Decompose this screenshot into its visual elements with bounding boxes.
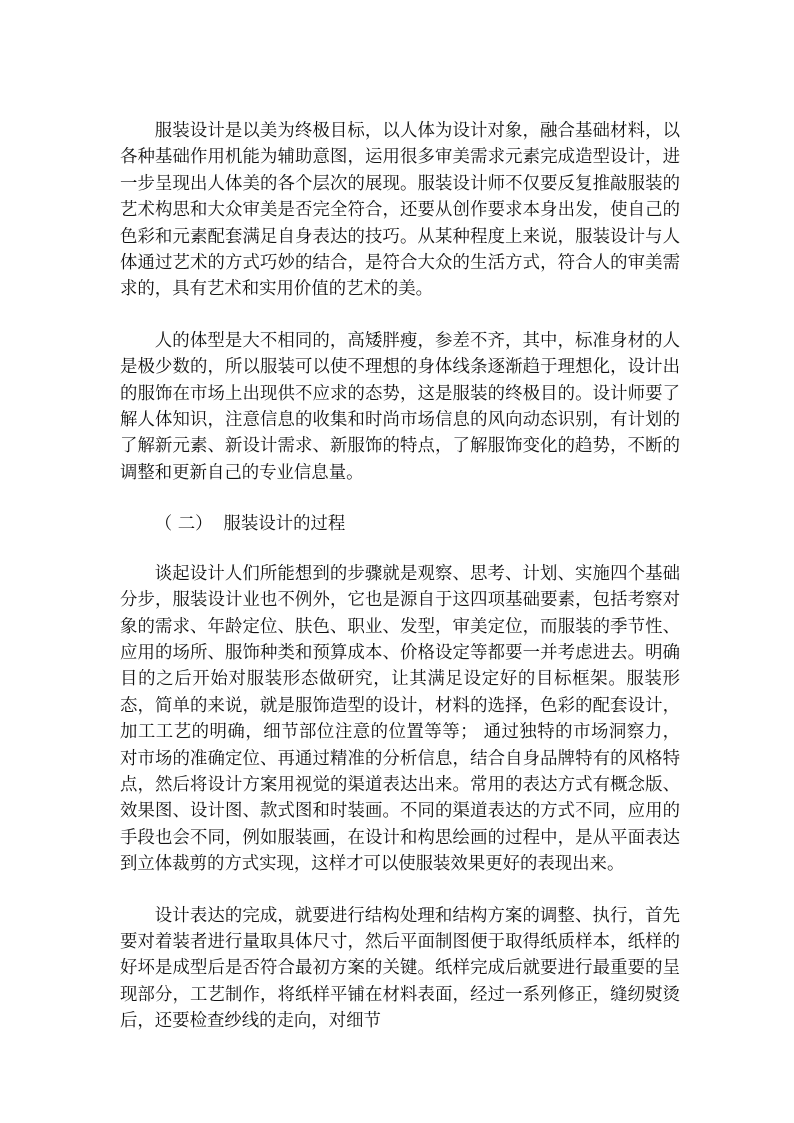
paragraph-body-types: 人的体型是大不相同的，高矮胖瘦，参差不齐，其中，标准身材的人是极少数的，所以服装可以使不理想的身体线条逐渐趋于理想化，设计出的服饰在市场上出现供不应求的态势，这是服装的终极目的。设计师要了解人体知识，注意信息的收集和时尚市场信息的风向动态识别，有计划的了解新元素、新设计需求、新服饰的特点，了解服饰变化的趋势，不断的调整和更新自己的专业信息量。 bbox=[120, 330, 680, 483]
paragraph-design-goal: 服装设计是以美为终极目标，以人体为设计对象，融合基础材料，以各种基础作用机能为辅助意图，运用很多审美需求元素完成造型设计，进一步呈现出人体美的各个层次的展现。服装设计师不仅要反复推敲服装的艺术构思和大众审美是否完全符合，还要从创作要求本身出发，使自己的色彩和元素配套满足自身表达的技巧。从某种程度上来说，服装设计与人体通过艺术的方式巧妙的结合，是符合大众的生活方式，符合人的审美需求的，具有艺术和实用价值的艺术的美。 bbox=[120, 121, 680, 300]
section-heading: （ 二） 服装设计的过程 bbox=[154, 514, 346, 535]
paragraph-design-steps: 谈起设计人们所能想到的步骤就是观察、思考、计划、实施四个基础分步，服装设计业也不例外，它也是源自于这四项基础要素，包括考察对象的需求、年龄定位、肤色、职业、发型，审美定位，而服装的季节性、应用的场所、服饰种类和预算成本、价格设定等都要一并考虑进去。明确目的之后开始对服装形态做研究，让其满足设定好的目标框架。服装形态，简单的来说，就是服饰造型的设计，材料的选择，色彩的配套设计，加工工艺的明确，细节部位注意的位置等等； 通过独特的市场洞察力，对市场的准确定位、再通过精准的分析信息，结合自身品牌特有的风格特点，然后将设计方案用视觉的渠道表达出来。常用的表达方式有概念版、效果图、设计图、款式图和时装画。不同的渠道表达的方式不同，应用的手段也会不同，例如服装画，在设计和构思绘画的过程中，是从平面表达到立体裁剪的方式实现，这样才可以使服装效果更好的表现出来。 bbox=[120, 563, 680, 875]
paragraph-design-execution: 设计表达的完成，就要进行结构处理和结构方案的调整、执行，首先要对着装者进行量取具体尺寸，然后平面制图便于取得纸质样本，纸样的好坏是成型后是否符合最初方案的关键。纸样完成后就要进行最重要的呈现部分，工艺制作，将纸样平铺在材料表面，经过一系列修正，缝纫熨烫后，还要检查纱线的走向，对细节 bbox=[120, 905, 680, 1032]
document-page bbox=[120, 118, 680, 1060]
